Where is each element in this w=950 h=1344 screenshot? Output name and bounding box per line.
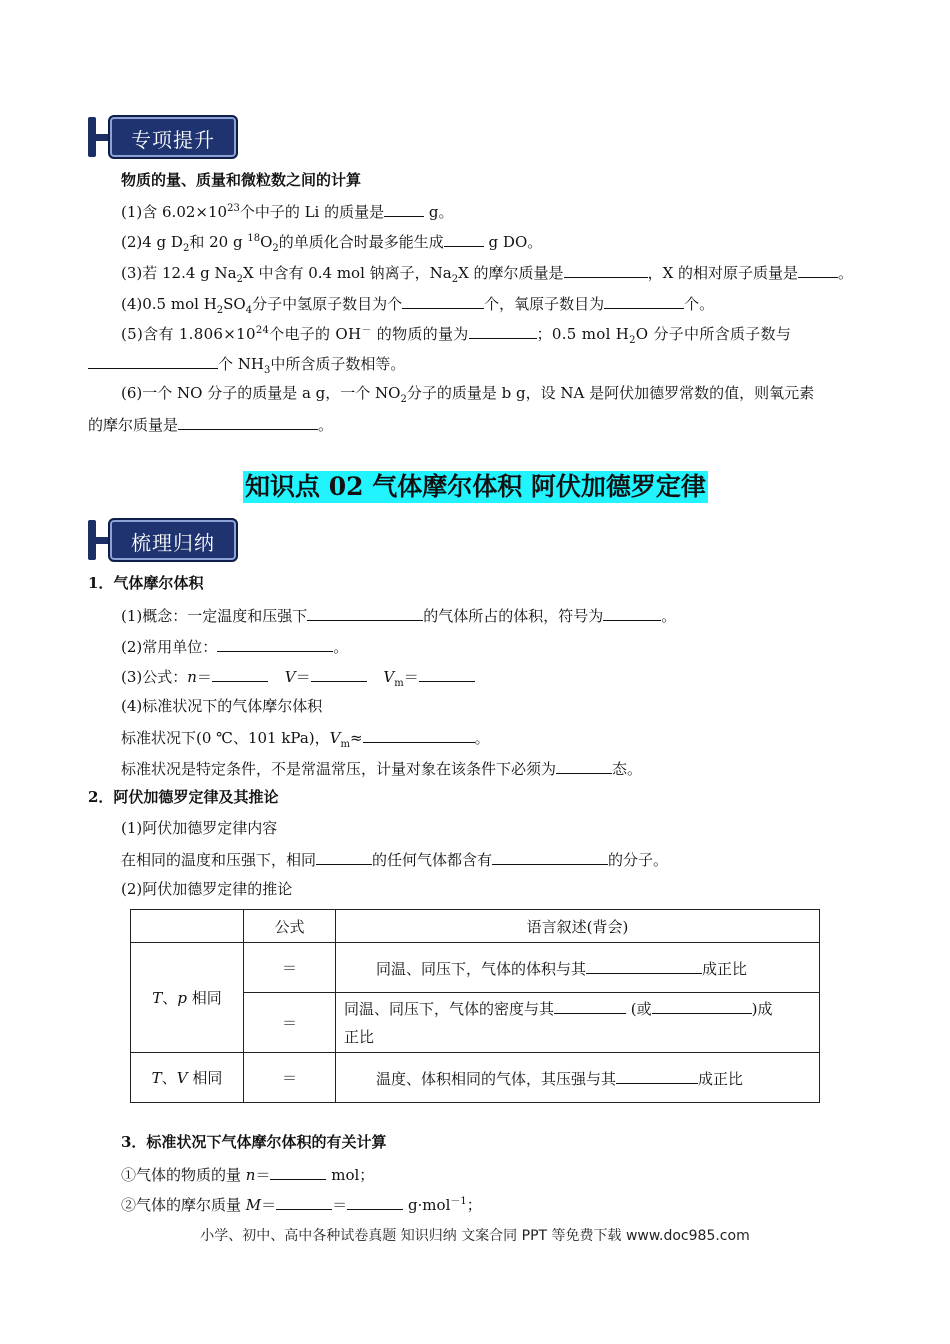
formula-cell[interactable]: ＝ <box>244 993 336 1053</box>
table-header-blank <box>131 910 244 943</box>
table-header-formula: 公式 <box>244 910 336 943</box>
answer-blank[interactable] <box>492 848 608 865</box>
answer-blank[interactable] <box>178 413 318 430</box>
part-1-line-2: (2)常用单位： 。 <box>121 635 348 657</box>
answer-blank[interactable] <box>402 292 484 309</box>
answer-blank[interactable] <box>603 604 661 621</box>
question-4: (4)0.5 mol $H_2SO_4$分子中氢原子数目为个 个，氧原子数目为 个。 <box>121 292 714 314</box>
condition-tv: T、V 相同 <box>131 1053 244 1103</box>
answer-blank[interactable] <box>307 604 423 621</box>
part-1-line-5: 标准状况下(0 ℃、101 kPa)，$V_m\approx$ 。 <box>121 726 490 748</box>
special-heading: 物质的量、质量和微粒数之间的计算 <box>121 171 362 189</box>
description-cell: 同温、同压下，气体的密度与其 (或 )成 正比 <box>336 993 820 1053</box>
part-1-line-3: (3)公式：$n= V= V_m=$ <box>121 665 475 687</box>
question-2: (2)4 g $D_2$和 20 g $^{18}O_2$的单质化合时最多能生成 g DO。 <box>121 230 542 252</box>
answer-blank[interactable] <box>419 665 475 682</box>
answer-blank[interactable] <box>554 997 626 1014</box>
answer-blank[interactable] <box>276 1193 332 1210</box>
part-1-line-1: (1)概念：一定温度和压强下 的气体所占的体积，符号为 。 <box>121 604 676 626</box>
condition-tp: T、p 相同 <box>131 943 244 1053</box>
special-badge <box>88 115 258 159</box>
part-3-line-2: ②气体的摩尔质量 M＝ ＝ g·mol$^{-1}$； <box>121 1193 482 1215</box>
answer-blank[interactable] <box>311 665 367 682</box>
answer-blank[interactable] <box>564 261 648 278</box>
answer-blank[interactable] <box>270 1163 326 1180</box>
answer-blank[interactable] <box>616 1067 698 1084</box>
question-1: (1)含 $6.02\times 10^{23}$个中子的 Li 的质量是 g。 <box>121 200 453 222</box>
answer-blank[interactable] <box>469 322 537 339</box>
part-2-heading: 2．阿伏加德罗定律及其推论 <box>88 788 279 806</box>
answer-blank[interactable] <box>444 230 484 247</box>
answer-blank[interactable] <box>604 292 684 309</box>
answer-blank[interactable] <box>316 848 372 865</box>
table-row <box>131 943 820 993</box>
answer-blank[interactable] <box>586 957 702 974</box>
answer-blank[interactable] <box>212 665 268 682</box>
answer-blank[interactable] <box>217 635 333 652</box>
answer-blank[interactable] <box>556 757 612 774</box>
part-1-heading: 1．气体摩尔体积 <box>88 574 204 592</box>
avogadro-inference-table <box>130 909 820 1103</box>
table-header-row <box>131 910 820 943</box>
answer-blank[interactable] <box>363 726 475 743</box>
table-row <box>131 1053 820 1103</box>
answer-blank[interactable] <box>652 997 752 1014</box>
footer-ad[interactable]: 小学、初中、高中各种试卷真题 知识归纳 文案合同 PPT 等免费下载 www.doc985.com <box>200 1228 750 1244</box>
badge-box <box>108 518 238 562</box>
badge-bar <box>88 117 96 157</box>
part-2-line-3: (2)阿伏加德罗定律的推论 <box>121 880 293 898</box>
answer-blank[interactable] <box>88 352 218 369</box>
question-6-cont: 的摩尔质量是 。 <box>88 413 333 435</box>
answer-blank[interactable] <box>347 1193 403 1210</box>
summary-badge <box>88 518 258 562</box>
answer-blank[interactable] <box>798 261 838 278</box>
part-1-line-4: (4)标准状况下的气体摩尔体积 <box>121 697 323 715</box>
formula-cell[interactable]: ＝ <box>244 1053 336 1103</box>
badge-bar <box>88 520 96 560</box>
section-title: 知识点 02 气体摩尔体积 阿伏加德罗定律 <box>245 472 706 501</box>
badge-box <box>108 115 238 159</box>
part-1-line-6: 标准状况是特定条件，不是常温常压，计量对象在该条件下必须为 态。 <box>121 757 642 779</box>
table-header-description: 语言叙述(背会) <box>336 910 820 943</box>
description-cell: 温度、体积相同的气体，其压强与其 成正比 <box>336 1053 820 1103</box>
formula-cell[interactable]: ＝ <box>244 943 336 993</box>
badge-label: 梳理归纳 <box>131 531 215 555</box>
part-3-line-1: ①气体的物质的量 n＝ mol； <box>121 1163 374 1185</box>
description-cell: 同温、同压下，气体的体积与其 成正比 <box>336 943 820 993</box>
badge-label: 专项提升 <box>131 128 215 152</box>
question-5: (5)含有 $1.806\times 10^{24}$个电子的 OH－ 的物质的量为 ；0.5 mol $H_2O$ 分子中所含质子数与 <box>121 322 791 344</box>
part-2-line-1: (1)阿伏加德罗定律内容 <box>121 819 278 837</box>
question-3: (3)若 12.4 g $Na_2X$ 中含有 0.4 mol 钠离子，$Na_2X$ 的摩尔质量是 ，X 的相对原子质量是 。 <box>121 261 853 283</box>
question-5-cont: 个 $NH_3$中所含质子数相等。 <box>88 352 405 374</box>
answer-blank[interactable] <box>384 200 424 217</box>
part-3-heading: 3．标准状况下气体摩尔体积的有关计算 <box>121 1133 387 1151</box>
question-6: (6)一个 NO 分子的质量是 a g，一个 $NO_2$分子的质量是 b g，设 NA 是阿伏加德罗常数的值，则氧元素 <box>121 384 815 405</box>
part-2-line-2: 在相同的温度和压强下，相同 的任何气体都含有 的分子。 <box>121 848 668 870</box>
